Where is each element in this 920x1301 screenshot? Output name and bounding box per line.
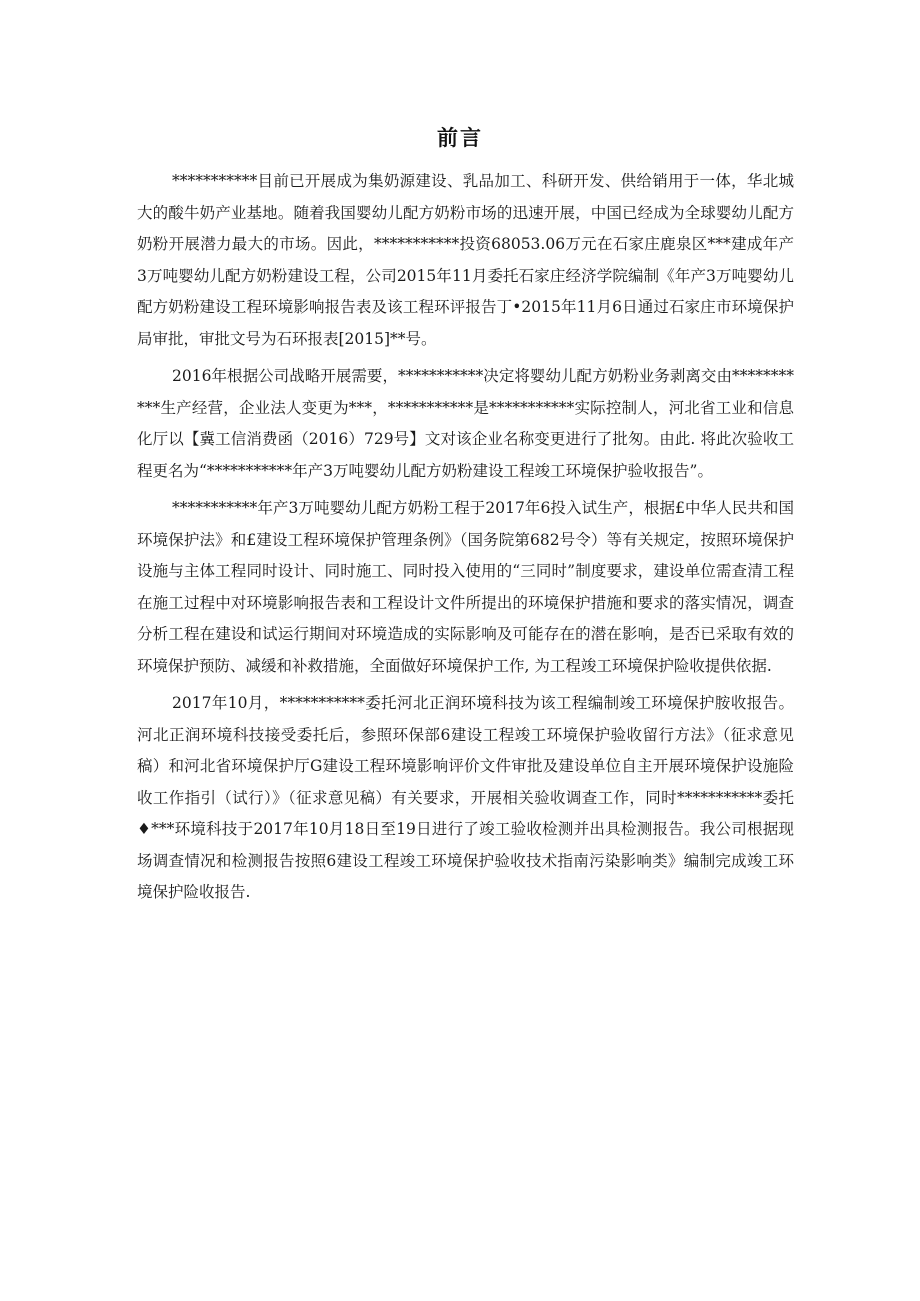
paragraph-4: 2017年10月，***********委托河北正润环境科技为该工程编制竣工环境保护胺收报告。河北正润环境科技接受委托后，参照环保部6建设工程竣工环境保护验收留行方法》（征求意见稿）和河北省环境保护厅G建设工程环境影响评价文件审批及建设单位自主开展环境保护设施险收工作指引（试行）》（征求意见稿）有关要求，开展相关验收调查工作，同时***********委托♦***环境科技于2017年10月18日至19日进行了竣工验收检测并出具检测报告。我公司根据现场调查情况和检测报告按照6建设工程竣工环境保护验收技术指南污染影响类》编制完成竣工环境保护险收报告. bbox=[137, 694, 794, 901]
paragraph-2: 2016年根据公司战略开展需要，***********决定将婴幼儿配方奶粉业务剥离交由***********生产经营，企业法人变更为***，***********是***********实际控制人，河北省工业和信息化厅以【冀工信消费函（2016）729号】文对该企业名称变更进行了批匆。由此. 将此次验收工程更名为“***********年产3万吨婴幼儿配方奶粉建设工程竣工环境保护验收报告”。 bbox=[137, 367, 794, 480]
paragraph-1: ***********目前已开展成为集奶源建设、乳品加工、科研开发、供给销用于一体，华北城大的酸牛奶产业基地。随着我国婴幼儿配方奶粉市场的迅速开展，中国已经成为全球婴幼儿配方奶粉开展潜力最大的市场。因此，***********投资68053.06万元在石家庄鹿泉区***建成年产3万吨婴幼儿配方奶粉建设工程，公司2015年11月委托石家庄经济学院编制《年产3万吨婴幼儿配方奶粉建设工程环境影响报告表及该工程环评报告丁•2015年11月6日通过石家庄市环境保护局审批，审批文号为石环报表[2015]**号。 bbox=[137, 172, 794, 348]
page-title: 前言 bbox=[437, 126, 483, 150]
paragraph-3: ***********年产3万吨婴幼儿配方奶粉工程于2017年6投入试生产，根据£中华人民共和国环境保护法》和£建设工程环境保护管理条例》（国务院第682号令）等有关规定，按照环境保护设施与主体工程同时设计、同时施工、同时投入使用的“三同时”制度要求，建设单位需查清工程在施工过程中对环境影响报告表和工程设计文件所提出的环境保护措施和要求的落实情况，调查分析工程在建设和试运行期间对环境造成的实际影响及可能存在的潜在影响，是否已采取有效的环境保护预防、减缓和补救措施，全面做好环境保护工作, 为工程竣工环境保护险收提供依据. bbox=[137, 499, 794, 675]
document-body bbox=[137, 166, 794, 915]
